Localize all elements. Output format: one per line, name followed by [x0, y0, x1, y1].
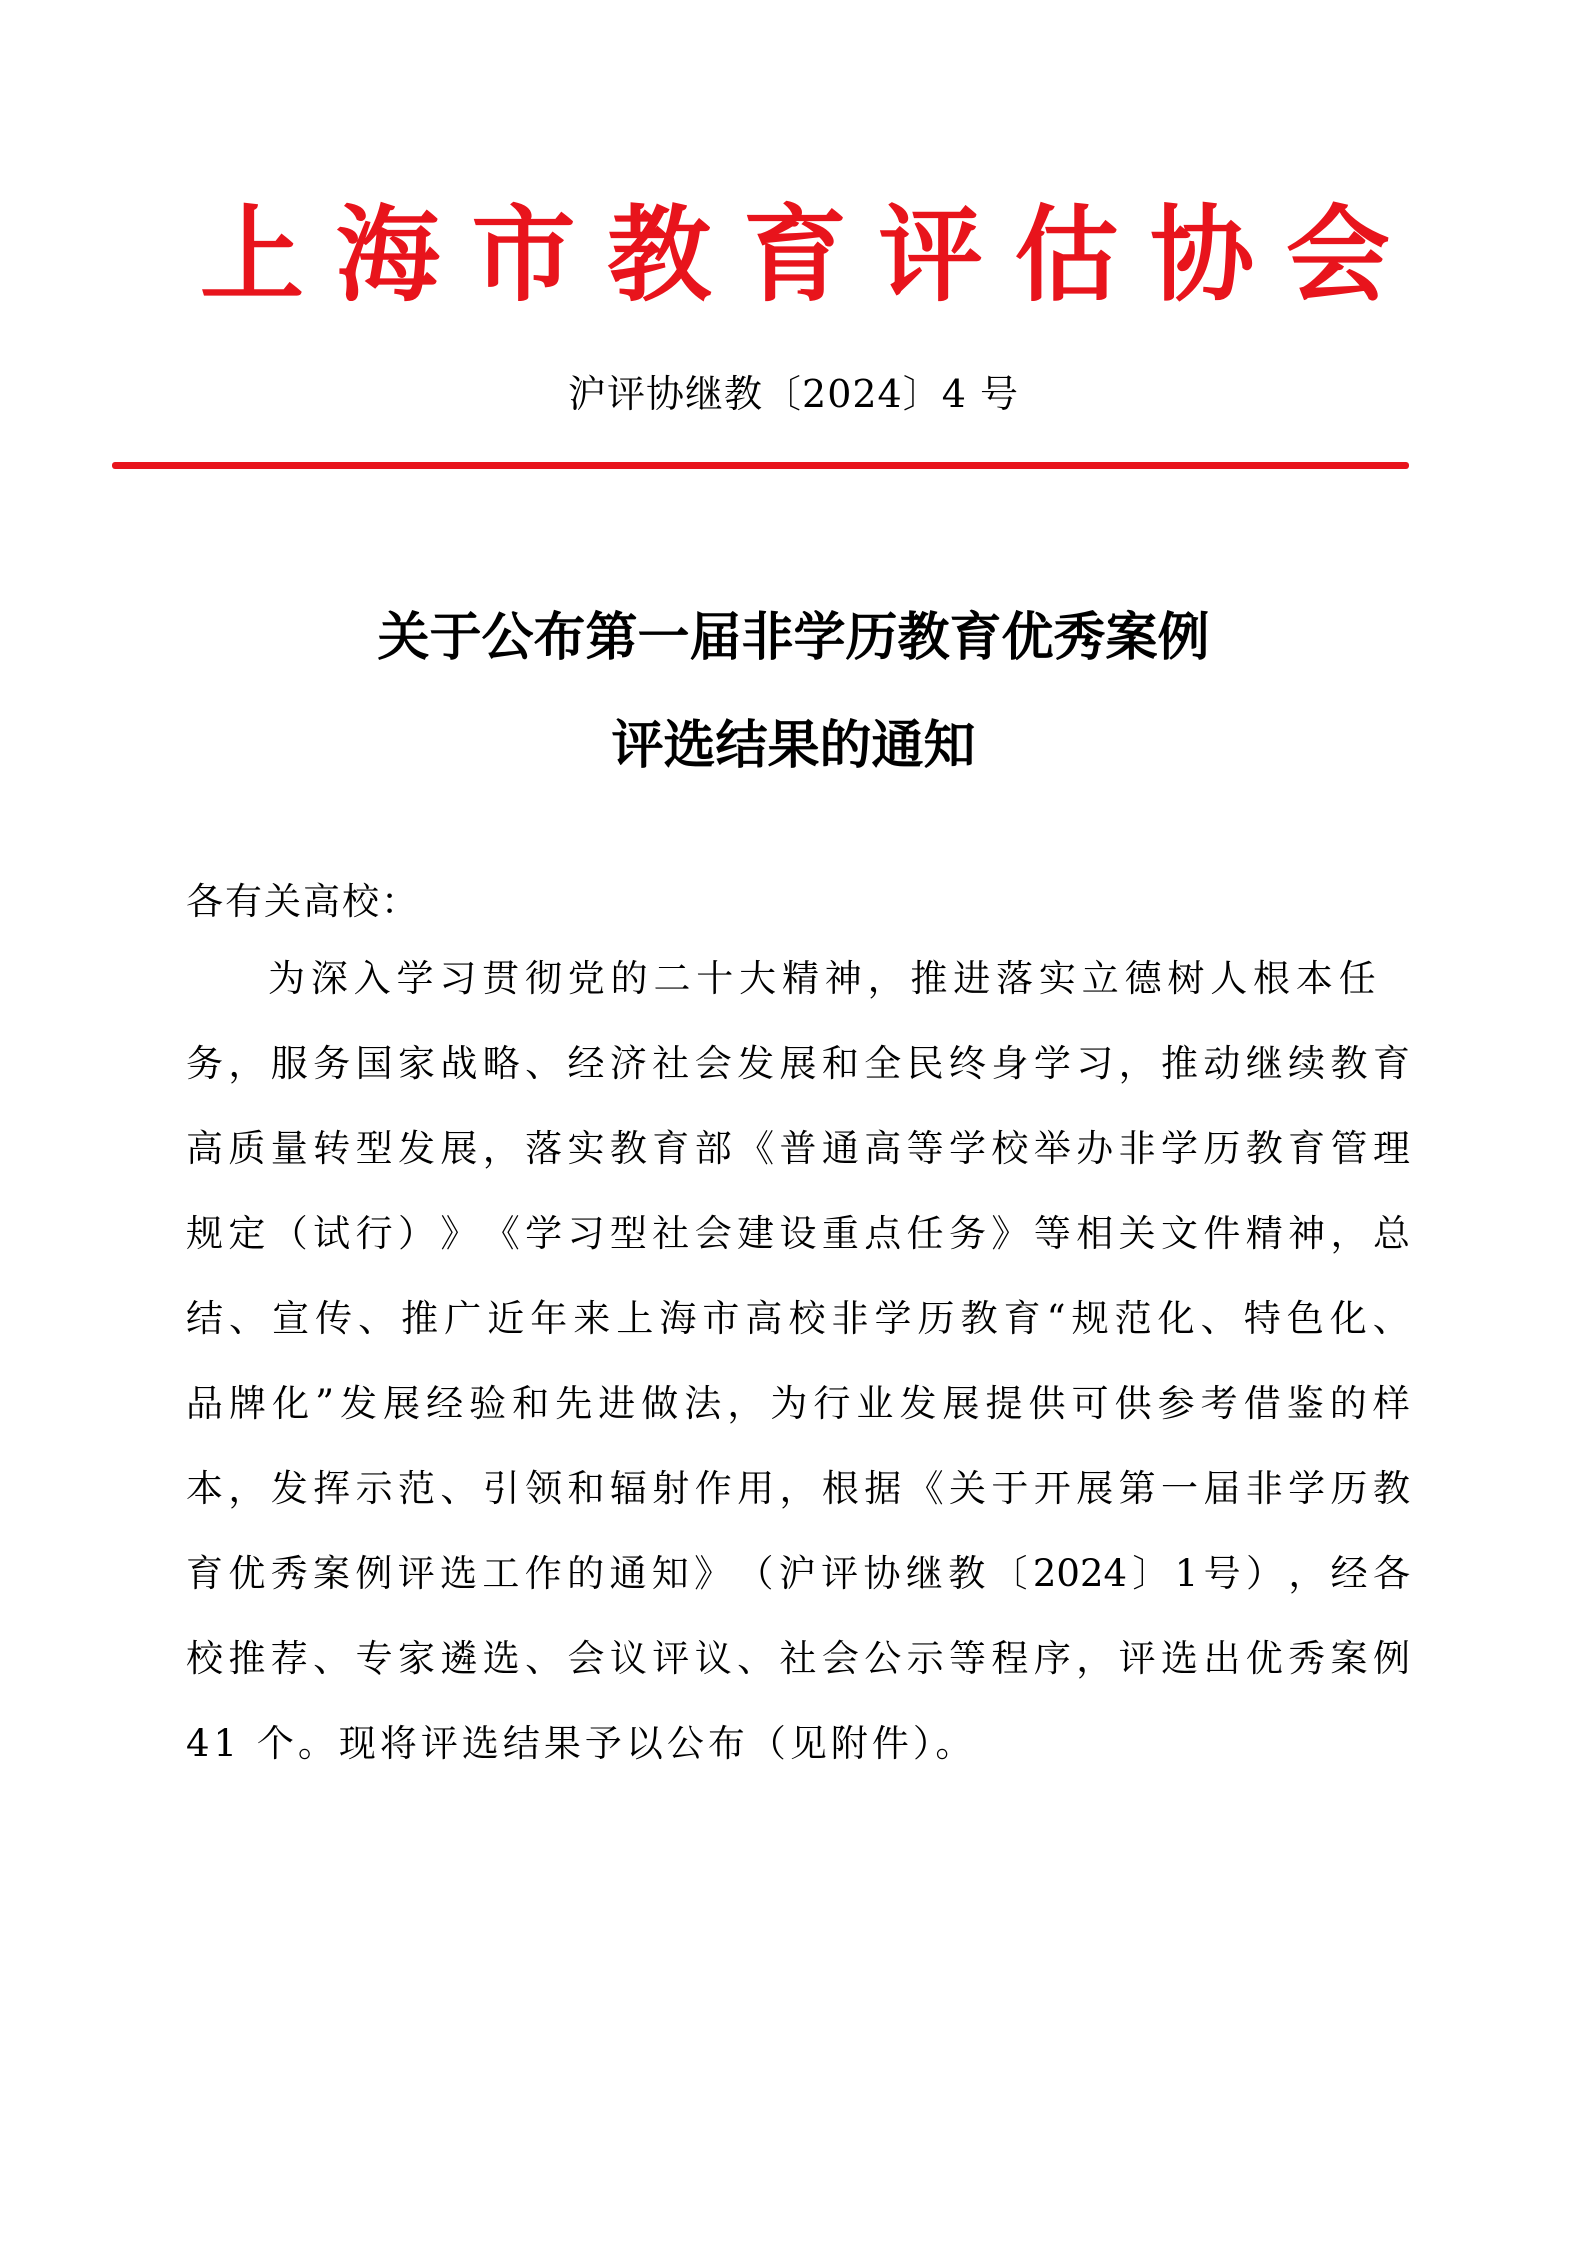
text-glyph: 宣: [272, 1296, 310, 1340]
text-glyph: 根: [821, 1466, 859, 1510]
text-glyph: 精: [781, 956, 819, 1000]
text-glyph: 鉴: [1286, 1381, 1324, 1425]
text-glyph: ，: [228, 1466, 266, 1510]
text-glyph: 例: [355, 1551, 393, 1595]
text-glyph: 法: [684, 1381, 722, 1425]
text-glyph: 根: [1253, 956, 1291, 1000]
text-glyph: 全: [864, 1041, 902, 1085]
text-glyph: 服: [270, 1041, 308, 1085]
text-glyph: 育: [186, 1551, 223, 1595]
body-line: [186, 1628, 1410, 1688]
body-line: [268, 948, 1376, 1008]
text-glyph: 教: [960, 1296, 998, 1340]
text-glyph: 》: [440, 1211, 478, 1255]
text-glyph: 校: [186, 1636, 223, 1680]
text-glyph: 年: [530, 1296, 568, 1340]
text-glyph: 会: [1285, 194, 1390, 316]
text-glyph: 供: [1028, 1381, 1066, 1425]
text-glyph: 范: [1114, 1296, 1152, 1340]
text-glyph: 估: [1014, 194, 1119, 316]
text-glyph: 上: [200, 194, 305, 316]
text-glyph: 会: [567, 1636, 605, 1680]
text-glyph: 教: [607, 194, 712, 316]
text-glyph: 等: [1033, 1211, 1071, 1255]
text-glyph: 育: [1288, 1126, 1326, 1170]
text-glyph: 和: [567, 1466, 605, 1510]
text-glyph: 》: [991, 1211, 1029, 1255]
text-glyph: 可: [1071, 1381, 1109, 1425]
text-glyph: 牌: [229, 1381, 267, 1425]
text-glyph: 〕: [1132, 1551, 1170, 1595]
text-glyph: 普: [779, 1126, 817, 1170]
text-glyph: 示: [906, 1636, 944, 1680]
text-glyph: 校: [788, 1296, 826, 1340]
text-glyph: 本: [1295, 956, 1333, 1000]
text-glyph: 继: [905, 1551, 943, 1595]
text-glyph: 历: [1203, 1126, 1241, 1170]
text-glyph: 参: [1157, 1381, 1195, 1425]
text-glyph: 贯: [482, 956, 520, 1000]
text-glyph: 行: [813, 1381, 851, 1425]
text-glyph: 结: [186, 1296, 223, 1340]
text-glyph: 做: [641, 1381, 679, 1425]
text-glyph: 选: [482, 1636, 520, 1680]
text-glyph: 发: [340, 1381, 378, 1425]
text-glyph: 定: [228, 1211, 266, 1255]
text-glyph: 海: [335, 194, 440, 316]
text-glyph: 落: [996, 956, 1034, 1000]
text-glyph: 发: [270, 1466, 308, 1510]
text-glyph: 色: [1286, 1296, 1324, 1340]
text-glyph: 〔: [990, 1551, 1028, 1595]
text-glyph: 型: [609, 1211, 647, 1255]
text-glyph: 神: [1288, 1211, 1326, 1255]
text-glyph: 件: [1203, 1211, 1241, 1255]
text-glyph: 优: [228, 1551, 266, 1595]
text-glyph: 开: [1033, 1466, 1071, 1510]
text-glyph: 教: [948, 1551, 986, 1595]
text-glyph: ）: [1245, 1551, 1283, 1595]
text-glyph: 协: [1150, 194, 1255, 316]
text-glyph: 继: [1245, 1041, 1283, 1085]
text-glyph: 、: [1372, 1296, 1410, 1340]
title-line-2: 评选结果的通知: [611, 716, 976, 776]
text-glyph: 历: [917, 1296, 955, 1340]
text-glyph: 相: [1076, 1211, 1114, 1255]
text-glyph: 发: [397, 1126, 435, 1170]
text-glyph: 据: [864, 1466, 902, 1510]
text-glyph: 于: [991, 1466, 1029, 1510]
red-divider-line: [112, 462, 1409, 469]
text-glyph: 遴: [440, 1636, 478, 1680]
text-glyph: 荐: [270, 1636, 308, 1680]
text-glyph: 本: [186, 1466, 223, 1510]
text-glyph: 一: [1160, 1466, 1198, 1510]
text-glyph: 沪: [778, 1551, 816, 1595]
text-glyph: （: [270, 1211, 308, 1255]
text-glyph: 设: [779, 1211, 817, 1255]
text-glyph: 务: [186, 1041, 223, 1085]
text-glyph: 高: [186, 1126, 223, 1170]
text-glyph: 品: [186, 1381, 223, 1425]
text-glyph: ，: [482, 1126, 520, 1170]
text-glyph: 为: [770, 1381, 808, 1425]
text-glyph: 通: [609, 1551, 647, 1595]
text-glyph: 规: [186, 1211, 223, 1255]
text-glyph: 议: [609, 1636, 647, 1680]
text-glyph: 略: [482, 1041, 520, 1085]
text-glyph: 近: [487, 1296, 525, 1340]
text-glyph: 推: [401, 1296, 439, 1340]
text-glyph: 议: [694, 1636, 732, 1680]
text-glyph: 市: [702, 1296, 740, 1340]
text-glyph: 务: [313, 1041, 351, 1085]
text-glyph: 出: [1203, 1636, 1241, 1680]
text-glyph: 、: [525, 1041, 563, 1085]
text-glyph: 重: [821, 1211, 859, 1255]
text-glyph: 会: [694, 1041, 732, 1085]
body-line: [186, 1203, 1410, 1263]
body-line: [186, 1033, 1410, 1093]
text-glyph: 通: [821, 1126, 859, 1170]
text-glyph: 选: [440, 1551, 478, 1595]
text-glyph: 立: [1081, 956, 1119, 1000]
text-glyph: 届: [1203, 1466, 1241, 1510]
text-glyph: 》: [694, 1551, 732, 1595]
text-glyph: 动: [1203, 1041, 1241, 1085]
text-glyph: 点: [864, 1211, 902, 1255]
text-glyph: 落: [525, 1126, 563, 1170]
text-glyph: 工: [482, 1551, 520, 1595]
text-glyph: 任: [906, 1211, 944, 1255]
text-glyph: 案: [1330, 1636, 1368, 1680]
text-glyph: 关: [949, 1466, 987, 1510]
text-glyph: 家: [397, 1636, 435, 1680]
text-glyph: 学: [1288, 1466, 1326, 1510]
text-glyph: 建: [737, 1211, 775, 1255]
text-glyph: 非: [831, 1296, 869, 1340]
text-glyph: 射: [652, 1466, 690, 1510]
text-glyph: 教: [1372, 1466, 1410, 1510]
text-glyph: 入: [353, 956, 391, 1000]
body-line: [186, 1118, 1410, 1178]
text-glyph: 选: [1160, 1636, 1198, 1680]
text-glyph: 国: [355, 1041, 393, 1085]
text-glyph: 深: [310, 956, 348, 1000]
text-glyph: 非: [1118, 1126, 1156, 1170]
text-glyph: 评: [878, 194, 983, 316]
text-glyph: 1: [1174, 1551, 1199, 1595]
text-glyph: 各: [1373, 1551, 1410, 1595]
text-glyph: ，: [867, 956, 905, 1000]
text-glyph: 终: [949, 1041, 987, 1085]
text-glyph: 专: [355, 1636, 393, 1680]
text-glyph: 推: [1160, 1041, 1198, 1085]
text-glyph: 部: [694, 1126, 732, 1170]
text-glyph: 辐: [609, 1466, 647, 1510]
text-glyph: 量: [270, 1126, 308, 1170]
text-glyph: 学: [1160, 1126, 1198, 1170]
text-glyph: 会: [694, 1211, 732, 1255]
text-glyph: 为: [268, 956, 305, 1000]
text-glyph: 历: [1330, 1466, 1368, 1510]
text-glyph: 型: [355, 1126, 393, 1170]
text-glyph: 《: [482, 1211, 520, 1255]
text-glyph: 神: [824, 956, 862, 1000]
text-glyph: 教: [609, 1126, 647, 1170]
text-glyph: 经: [567, 1041, 605, 1085]
text-glyph: 习: [567, 1211, 605, 1255]
text-glyph: 等: [949, 1636, 987, 1680]
body-line: [186, 1543, 1410, 1603]
text-glyph: 2024: [1032, 1551, 1128, 1595]
text-glyph: 理: [1372, 1126, 1410, 1170]
text-glyph: 试: [313, 1211, 351, 1255]
text-glyph: 彻: [524, 956, 562, 1000]
text-glyph: 传: [315, 1296, 353, 1340]
text-glyph: 范: [397, 1466, 435, 1510]
text-glyph: 学: [525, 1211, 563, 1255]
text-glyph: 行: [355, 1211, 393, 1255]
text-glyph: 、: [525, 1636, 563, 1680]
text-glyph: 进: [953, 956, 991, 1000]
text-glyph: 育: [1003, 1296, 1041, 1340]
text-glyph: 会: [821, 1636, 859, 1680]
text-glyph: 先: [555, 1381, 593, 1425]
text-glyph: 知: [651, 1551, 689, 1595]
text-glyph: 经: [1330, 1551, 1368, 1595]
text-glyph: 序: [1033, 1636, 1071, 1680]
text-glyph: 协: [863, 1551, 901, 1595]
text-glyph: 等: [906, 1126, 944, 1170]
text-glyph: 、: [737, 1636, 775, 1680]
text-glyph: 作: [694, 1466, 732, 1510]
text-glyph: 办: [1076, 1126, 1114, 1170]
text-glyph: 进: [598, 1381, 636, 1425]
text-glyph: 市: [471, 194, 576, 316]
text-glyph: 学: [874, 1296, 912, 1340]
text-glyph: 学: [396, 956, 434, 1000]
text-glyph: 高: [864, 1126, 902, 1170]
text-glyph: 用: [737, 1466, 775, 1510]
text-glyph: 上: [616, 1296, 654, 1340]
text-glyph: 发: [737, 1041, 775, 1085]
text-glyph: 、: [313, 1636, 351, 1680]
text-glyph: 化: [1329, 1296, 1367, 1340]
text-glyph: 育: [1372, 1041, 1410, 1085]
text-glyph: 校: [991, 1126, 1029, 1170]
text-glyph: 的: [1329, 1381, 1367, 1425]
text-glyph: 学: [1033, 1041, 1071, 1085]
text-glyph: 和: [512, 1381, 550, 1425]
text-glyph: 举: [1033, 1126, 1071, 1170]
text-glyph: 样: [1372, 1381, 1410, 1425]
body-line: [186, 1458, 1410, 1518]
text-glyph: ，: [779, 1466, 817, 1510]
text-glyph: ，: [1118, 1041, 1156, 1085]
text-glyph: 第: [1118, 1466, 1156, 1510]
text-glyph: （: [736, 1551, 774, 1595]
text-glyph: ，: [727, 1381, 765, 1425]
text-glyph: 《: [737, 1126, 775, 1170]
text-glyph: ）: [397, 1211, 435, 1255]
text-glyph: 、: [229, 1296, 267, 1340]
text-glyph: 推: [228, 1636, 266, 1680]
title-line-1: 关于公布第一届非学历教育优秀案例: [377, 608, 1210, 668]
text-glyph: 推: [910, 956, 948, 1000]
text-glyph: 社: [652, 1211, 690, 1255]
text-glyph: 化: [1157, 1296, 1195, 1340]
text-glyph: 展: [440, 1126, 478, 1170]
text-glyph: 规: [1071, 1296, 1109, 1340]
text-glyph: 德: [1124, 956, 1162, 1000]
text-glyph: 评: [821, 1551, 859, 1595]
text-glyph: 社: [779, 1636, 817, 1680]
text-glyph: 广: [444, 1296, 482, 1340]
body-line: [186, 1373, 1410, 1433]
text-glyph: 质: [228, 1126, 266, 1170]
text-glyph: 发: [899, 1381, 937, 1425]
text-glyph: 实: [1038, 956, 1076, 1000]
text-glyph: 教: [1245, 1126, 1283, 1170]
text-glyph: 、: [1200, 1296, 1238, 1340]
text-glyph: ，: [1076, 1636, 1114, 1680]
text-glyph: 高: [745, 1296, 783, 1340]
text-glyph: 示: [355, 1466, 393, 1510]
text-glyph: 经: [426, 1381, 464, 1425]
text-glyph: 验: [469, 1381, 507, 1425]
text-glyph: 大: [739, 956, 777, 1000]
text-glyph: 挥: [313, 1466, 351, 1510]
text-glyph: 精: [1245, 1211, 1283, 1255]
text-glyph: 转: [313, 1126, 351, 1170]
text-glyph: 供: [1114, 1381, 1152, 1425]
text-glyph: 优: [1245, 1636, 1283, 1680]
issuer-name: [200, 190, 1390, 320]
text-glyph: 济: [609, 1041, 647, 1085]
text-glyph: 业: [856, 1381, 894, 1425]
text-glyph: 管: [1330, 1126, 1368, 1170]
text-glyph: 《: [906, 1466, 944, 1510]
text-glyph: 二: [653, 956, 691, 1000]
text-glyph: ”: [315, 1381, 335, 1425]
text-glyph: 特: [1243, 1296, 1281, 1340]
text-glyph: 务: [949, 1211, 987, 1255]
text-glyph: “: [1046, 1296, 1066, 1340]
text-glyph: 关: [1118, 1211, 1156, 1255]
text-glyph: 引: [482, 1466, 520, 1510]
text-glyph: 育: [742, 194, 847, 316]
text-glyph: 考: [1200, 1381, 1238, 1425]
text-glyph: 战: [440, 1041, 478, 1085]
text-glyph: 实: [567, 1126, 605, 1170]
text-glyph: 、: [358, 1296, 396, 1340]
text-glyph: 展: [779, 1041, 817, 1085]
text-glyph: 提: [985, 1381, 1023, 1425]
text-glyph: 评: [397, 1551, 435, 1595]
text-glyph: ，: [1288, 1551, 1326, 1595]
text-glyph: 评: [1118, 1636, 1156, 1680]
text-glyph: 例: [1372, 1636, 1410, 1680]
text-glyph: 案: [313, 1551, 351, 1595]
text-glyph: 续: [1288, 1041, 1326, 1085]
salutation: 各有关高校：: [186, 880, 420, 923]
text-glyph: 的: [610, 956, 648, 1000]
text-glyph: 文: [1160, 1211, 1198, 1255]
document-number: 沪评协继教〔2024〕4 号: [568, 372, 1019, 416]
text-glyph: 作: [524, 1551, 562, 1595]
text-glyph: 领: [525, 1466, 563, 1510]
text-glyph: 展: [1076, 1466, 1114, 1510]
body-line: [186, 1288, 1410, 1348]
text-glyph: 树: [1167, 956, 1205, 1000]
text-glyph: 育: [652, 1126, 690, 1170]
text-glyph: 、: [440, 1466, 478, 1510]
text-glyph: 民: [906, 1041, 944, 1085]
text-glyph: 借: [1243, 1381, 1281, 1425]
text-glyph: 来: [573, 1296, 611, 1340]
text-glyph: 习: [1076, 1041, 1114, 1085]
text-glyph: 秀: [1288, 1636, 1326, 1680]
text-glyph: 评: [652, 1636, 690, 1680]
text-glyph: ，: [1330, 1211, 1368, 1255]
text-glyph: 化: [272, 1381, 310, 1425]
text-glyph: 社: [652, 1041, 690, 1085]
body-line: 41 个。现将评选结果予以公布（见附件）。: [186, 1721, 977, 1765]
text-glyph: 总: [1372, 1211, 1410, 1255]
text-glyph: 的: [567, 1551, 605, 1595]
text-glyph: 习: [439, 956, 477, 1000]
text-glyph: 海: [659, 1296, 697, 1340]
text-glyph: 身: [991, 1041, 1029, 1085]
text-glyph: 学: [949, 1126, 987, 1170]
text-glyph: 党: [567, 956, 605, 1000]
text-glyph: 展: [942, 1381, 980, 1425]
text-glyph: 十: [696, 956, 734, 1000]
text-glyph: 秀: [270, 1551, 308, 1595]
text-glyph: 家: [397, 1041, 435, 1085]
text-glyph: 非: [1245, 1466, 1283, 1510]
text-glyph: 程: [991, 1636, 1029, 1680]
text-glyph: 展: [383, 1381, 421, 1425]
text-glyph: 任: [1338, 956, 1376, 1000]
text-glyph: 教: [1330, 1041, 1368, 1085]
text-glyph: ，: [228, 1041, 266, 1085]
text-glyph: 号: [1203, 1551, 1241, 1595]
text-glyph: 人: [1210, 956, 1248, 1000]
text-glyph: 公: [864, 1636, 902, 1680]
text-glyph: 和: [821, 1041, 859, 1085]
